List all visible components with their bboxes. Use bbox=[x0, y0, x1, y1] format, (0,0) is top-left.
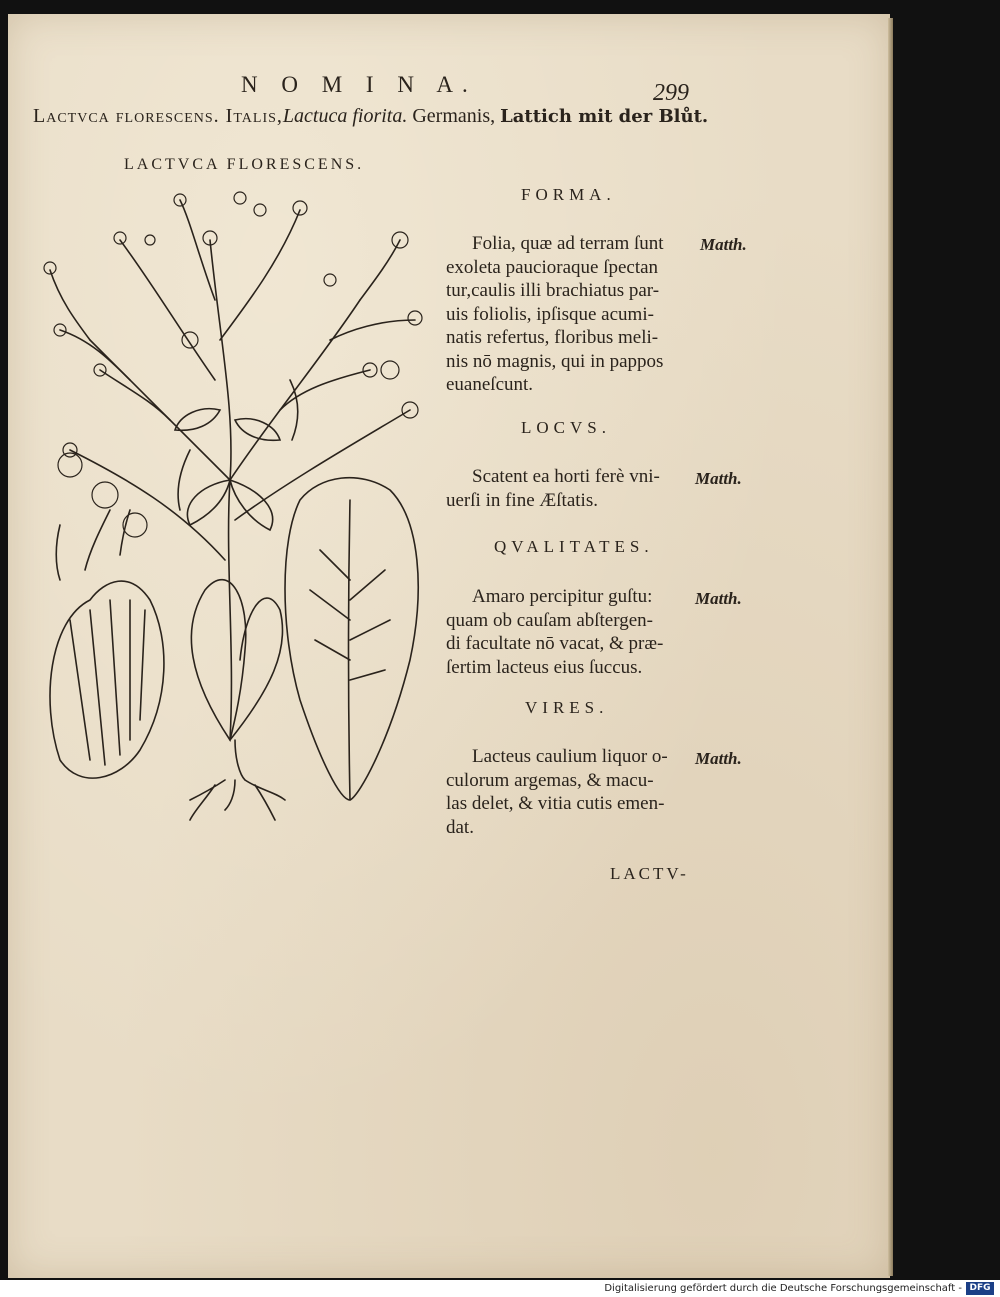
text-line: tur,caulis illi brachiatus par- bbox=[446, 280, 660, 301]
section-qualitates-text bbox=[446, 585, 663, 679]
section-title-forma: FORMA. bbox=[521, 185, 616, 204]
text-line: natis refertus, floribus meli- bbox=[446, 327, 659, 348]
figure-caption: LACTVCA FLORESCENS. bbox=[124, 156, 365, 173]
headline-german: Lattich mit der Blůt. bbox=[500, 106, 709, 127]
text-line: uerſi in fine Æſtatis. bbox=[446, 489, 598, 511]
section-title-vires: VIRES. bbox=[525, 698, 609, 717]
section-vires-text bbox=[446, 745, 668, 839]
text-line: ſertim lacteus eius ſuccus. bbox=[446, 656, 643, 678]
dfg-logo: DFG bbox=[966, 1282, 994, 1295]
text-line: Scatent ea horti ferè vni- bbox=[472, 466, 660, 487]
text-line: uis foliolis, ipſisque acumi- bbox=[446, 303, 654, 325]
marginal-note-forma: Matth. bbox=[700, 235, 747, 254]
catchword: LACTV- bbox=[610, 864, 689, 883]
text-line: quam ob cauſam abſtergen- bbox=[446, 609, 653, 631]
page-number: 299 bbox=[653, 80, 689, 106]
headline-italian: Lactuca fiorita. bbox=[282, 105, 408, 127]
section-title-locus: LOCVS. bbox=[521, 418, 611, 437]
text-line: dat. bbox=[446, 816, 474, 838]
section-title-qualitates: QVALITATES. bbox=[494, 537, 654, 556]
marginal-note-vires: Matth. bbox=[695, 749, 742, 768]
headline bbox=[33, 105, 708, 128]
section-locus-text bbox=[446, 465, 660, 512]
text-line: di facultate nō vacat, & præ- bbox=[446, 633, 664, 654]
funding-credit: Digitalisierung gefördert durch die Deutsche Forschungsgemeinschaft - bbox=[604, 1283, 962, 1294]
text-line: nis nō magnis, qui in pappos bbox=[446, 350, 664, 372]
running-title: N O M I N A. bbox=[241, 72, 477, 97]
text-line: Lacteus caulium liquor o- bbox=[472, 746, 668, 767]
headline-latin: Lactvca florescens. Italis, bbox=[33, 105, 283, 127]
page-edge bbox=[888, 18, 893, 1276]
text-line: euaneſcunt. bbox=[446, 374, 534, 395]
marginal-note-locus: Matth. bbox=[695, 469, 742, 488]
text-line: Folia, quæ ad terram ſunt bbox=[472, 233, 664, 254]
headline-germanis: Germanis, bbox=[407, 105, 496, 127]
text-line: las delet, & vitia cutis emen- bbox=[446, 793, 665, 814]
text-line: Amaro percipitur guſtu: bbox=[472, 586, 653, 607]
section-forma-text bbox=[446, 232, 664, 397]
text-line: exoleta paucioraque ſpectan bbox=[446, 256, 659, 278]
lettuce-woodcut-image bbox=[30, 180, 430, 870]
marginal-note-qualitates: Matth. bbox=[695, 589, 742, 608]
text-line: culorum argemas, & macu- bbox=[446, 769, 654, 791]
